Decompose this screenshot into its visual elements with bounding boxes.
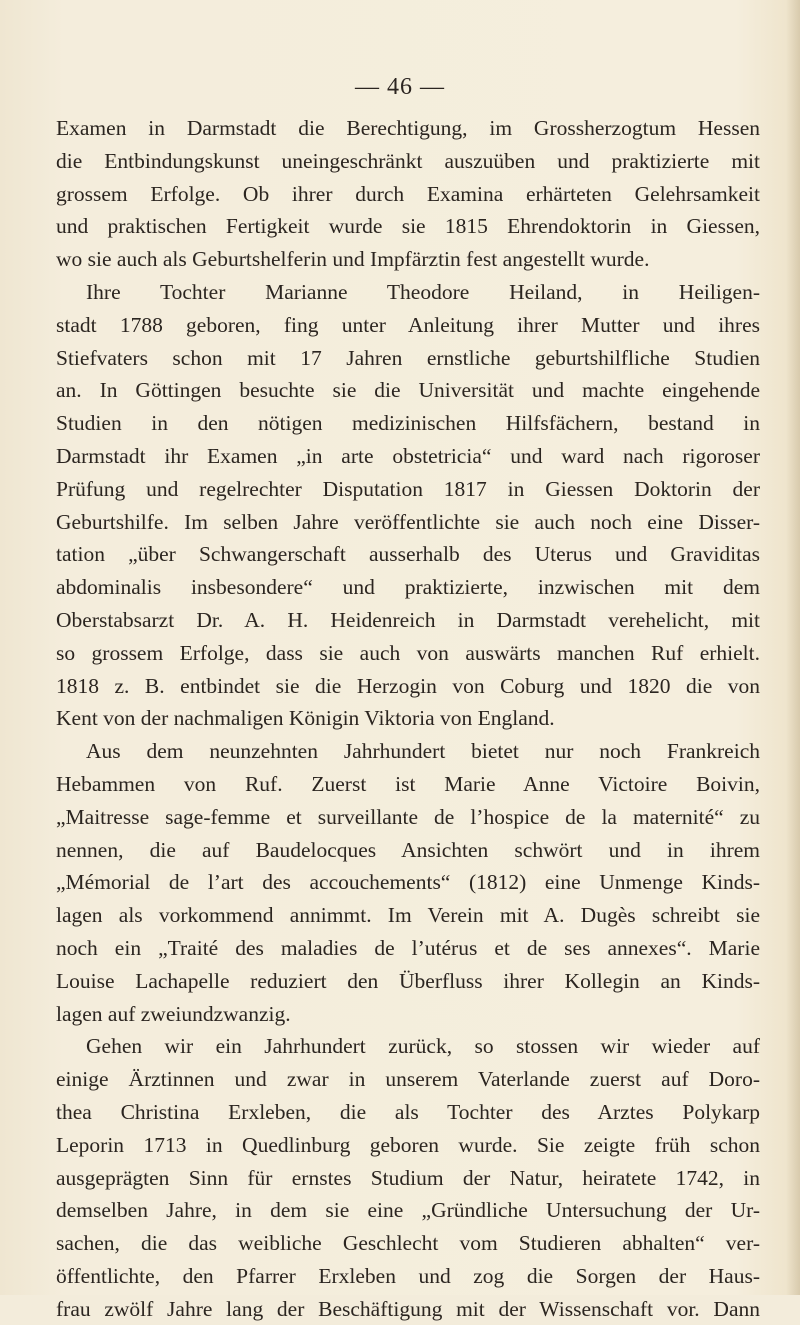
text-line: Kent von der nachmaligen Königin Viktoria von England. bbox=[56, 706, 555, 731]
text-line: Oberstabsarzt Dr. A. H. Heidenreich in Darmstadt verehelicht, mit bbox=[56, 607, 760, 632]
paragraph-3 bbox=[56, 735, 760, 1030]
text-line: thea Christina Erxleben, die als Tochter des Arztes Polykarp bbox=[56, 1099, 760, 1124]
text-line: frau zwölf Jahre lang der Beschäftigung mit der Wissenschaft vor. Dann bbox=[56, 1296, 760, 1321]
text-line: Stiefvaters schon mit 17 Jahren ernstliche geburtshilfliche Studien bbox=[56, 345, 760, 370]
text-line: Geburtshilfe. Im selben Jahre veröffentlichte sie auch noch eine Disser- bbox=[56, 509, 760, 534]
text-line: stadt 1788 geboren, fing unter Anleitung ihrer Mutter und ihres bbox=[56, 312, 760, 337]
text-line: „Maitresse sage-femme et surveillante de l’hospice de la maternité“ zu bbox=[56, 804, 760, 829]
paragraph-4 bbox=[56, 1030, 760, 1325]
text-line: nennen, die auf Baudelocques Ansichten schwört und in ihrem bbox=[56, 837, 760, 862]
text-line: noch ein „Traité des maladies de l’utérus et de ses annexes“. Marie bbox=[56, 935, 760, 960]
text-line: lagen auf zweiundzwanzig. bbox=[56, 1001, 291, 1026]
text-line: Gehen wir ein Jahrhundert zurück, so stossen wir wieder auf bbox=[86, 1034, 760, 1059]
text-line: tation „über Schwangerschaft ausserhalb des Uterus und Graviditas bbox=[56, 542, 760, 567]
text-line: abdominalis insbesondere“ und praktizierte, inzwischen mit dem bbox=[56, 575, 760, 600]
body-text bbox=[56, 112, 760, 1325]
text-line: Louise Lachapelle reduziert den Überfluss ihrer Kollegin an Kinds- bbox=[56, 968, 760, 993]
text-line: die Entbindungskunst uneingeschränkt auszuüben und praktizierte mit bbox=[56, 148, 760, 173]
text-line: Hebammen von Ruf. Zuerst ist Marie Anne Victoire Boivin, bbox=[56, 771, 760, 796]
text-line: Aus dem neunzehnten Jahrhundert bietet nur noch Frankreich bbox=[86, 739, 760, 764]
page-number: — 46 — bbox=[355, 74, 445, 100]
text-line: ausgeprägten Sinn für ernstes Studium der Natur, heiratete 1742, in bbox=[56, 1165, 760, 1190]
text-line: 1818 z. B. entbindet sie die Herzogin von Coburg und 1820 die von bbox=[56, 673, 760, 698]
text-line: Studien in den nötigen medizinischen Hilfsfächern, bestand in bbox=[56, 411, 760, 436]
paragraph-1 bbox=[56, 112, 760, 276]
text-line: und praktischen Fertigkeit wurde sie 1815 Ehrendoktorin in Giessen, bbox=[56, 214, 760, 239]
text-line: lagen als vorkommend annimmt. Im Verein mit A. Dugès schreibt sie bbox=[56, 903, 760, 928]
text-line: Darmstadt ihr Examen „in arte obstetricia“ und ward nach rigoroser bbox=[56, 443, 760, 468]
text-line: „Mémorial de l’art des accouchements“ (1812) eine Unmenge Kinds- bbox=[56, 870, 760, 895]
page-edge-shadow bbox=[786, 0, 800, 1295]
text-line: Prüfung und regelrechter Disputation 1817 in Giessen Doktorin der bbox=[56, 476, 760, 501]
text-line: Ihre Tochter Marianne Theodore Heiland, in Heiligen- bbox=[86, 279, 760, 304]
text-line: so grossem Erfolge, dass sie auch von auswärts manchen Ruf erhielt. bbox=[56, 640, 760, 665]
text-line: öffentlichte, den Pfarrer Erxleben und zog die Sorgen der Haus- bbox=[56, 1263, 760, 1288]
text-line: Leporin 1713 in Quedlinburg geboren wurde. Sie zeigte früh schon bbox=[56, 1132, 760, 1157]
paragraph-2 bbox=[56, 276, 760, 735]
text-line: demselben Jahre, in dem sie eine „Gründliche Untersuchung der Ur- bbox=[56, 1198, 760, 1223]
text-line: grossem Erfolge. Ob ihrer durch Examina erhärteten Gelehrsamkeit bbox=[56, 181, 760, 206]
text-line: wo sie auch als Geburtshelferin und Impfärztin fest angestellt wurde. bbox=[56, 247, 650, 272]
text-line: an. In Göttingen besuchte sie die Universität und machte eingehende bbox=[56, 378, 760, 403]
text-line: sachen, die das weibliche Geschlecht vom Studieren abhalten“ ver- bbox=[56, 1231, 760, 1256]
text-line: einige Ärztinnen und zwar in unserem Vaterlande zuerst auf Doro- bbox=[56, 1067, 760, 1092]
text-line: Examen in Darmstadt die Berechtigung, im Grossherzogtum Hessen bbox=[56, 116, 760, 140]
